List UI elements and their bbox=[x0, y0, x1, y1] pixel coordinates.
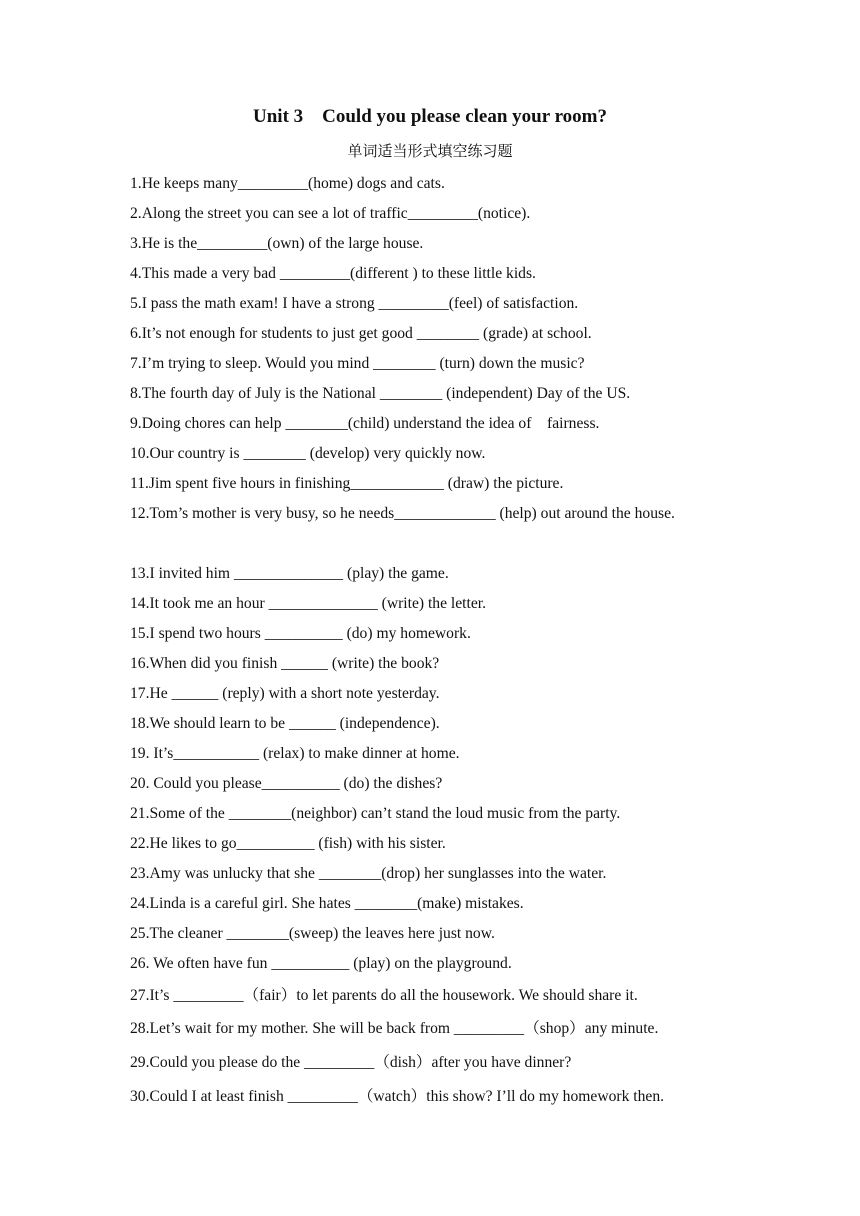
page-subtitle: 单词适当形式填空练习题 bbox=[347, 142, 513, 160]
question-list bbox=[130, 169, 730, 1114]
question-item: 30.Could I at least finish _________（watch）this show? I’ll do my homework then. bbox=[130, 1088, 665, 1105]
question-item: 23.Amy was unlucky that she ________(drop) her sunglasses into the water. bbox=[130, 865, 607, 882]
question-item: 22.He likes to go__________ (fish) with his sister. bbox=[130, 835, 446, 852]
question-item: 7.I’m trying to sleep. Would you mind ________ (turn) down the music? bbox=[130, 355, 585, 372]
question-item: 2.Along the street you can see a lot of traffic_________(notice). bbox=[130, 205, 531, 222]
question-item: 21.Some of the ________(neighbor) can’t stand the loud music from the party. bbox=[130, 805, 621, 822]
question-item: 4.This made a very bad _________(different ) to these little kids. bbox=[130, 265, 536, 282]
question-item: 9.Doing chores can help ________(child) understand the idea of fairness. bbox=[130, 415, 600, 432]
page-title: Unit 3 Could you please clean your room? bbox=[253, 106, 607, 127]
question-item: 13.I invited him ______________ (play) the game. bbox=[130, 565, 449, 582]
question-item: 8.The fourth day of July is the National ________ (independent) Day of the US. bbox=[130, 385, 631, 402]
question-item: 5.I pass the math exam! I have a strong _________(feel) of satisfaction. bbox=[130, 295, 579, 312]
question-item: 28.Let’s wait for my mother. She will be back from _________（shop）any minute. bbox=[130, 1020, 659, 1037]
question-item: 25.The cleaner ________(sweep) the leaves here just now. bbox=[130, 925, 495, 942]
question-item: 18.We should learn to be ______ (independence). bbox=[130, 715, 440, 732]
question-item: 20. Could you please__________ (do) the dishes? bbox=[130, 775, 443, 792]
question-item: 1.He keeps many_________(home) dogs and cats. bbox=[130, 175, 445, 192]
question-item: 6.It’s not enough for students to just get good ________ (grade) at school. bbox=[130, 325, 592, 342]
question-item: 15.I spend two hours __________ (do) my homework. bbox=[130, 625, 471, 642]
question-item: 24.Linda is a careful girl. She hates ________(make) mistakes. bbox=[130, 895, 524, 912]
question-item: 14.It took me an hour ______________ (write) the letter. bbox=[130, 595, 486, 612]
question-item: 16.When did you finish ______ (write) the book? bbox=[130, 655, 440, 672]
question-item: 11.Jim spent five hours in finishing____________ (draw) the picture. bbox=[130, 475, 564, 492]
question-item: 10.Our country is ________ (develop) very quickly now. bbox=[130, 445, 486, 462]
question-item: 17.He ______ (reply) with a short note yesterday. bbox=[130, 685, 440, 702]
question-item: 26. We often have fun __________ (play) on the playground. bbox=[130, 955, 512, 972]
question-item: 29.Could you please do the _________（dish）after you have dinner? bbox=[130, 1054, 572, 1071]
question-item: 19. It’s___________ (relax) to make dinner at home. bbox=[130, 745, 460, 762]
question-item: 27.It’s _________（fair）to let parents do all the housework. We should share it. bbox=[130, 987, 638, 1004]
question-item: 12.Tom’s mother is very busy, so he needs_____________ (help) out around the house. bbox=[130, 505, 675, 522]
question-item: 3.He is the_________(own) of the large house. bbox=[130, 235, 424, 252]
